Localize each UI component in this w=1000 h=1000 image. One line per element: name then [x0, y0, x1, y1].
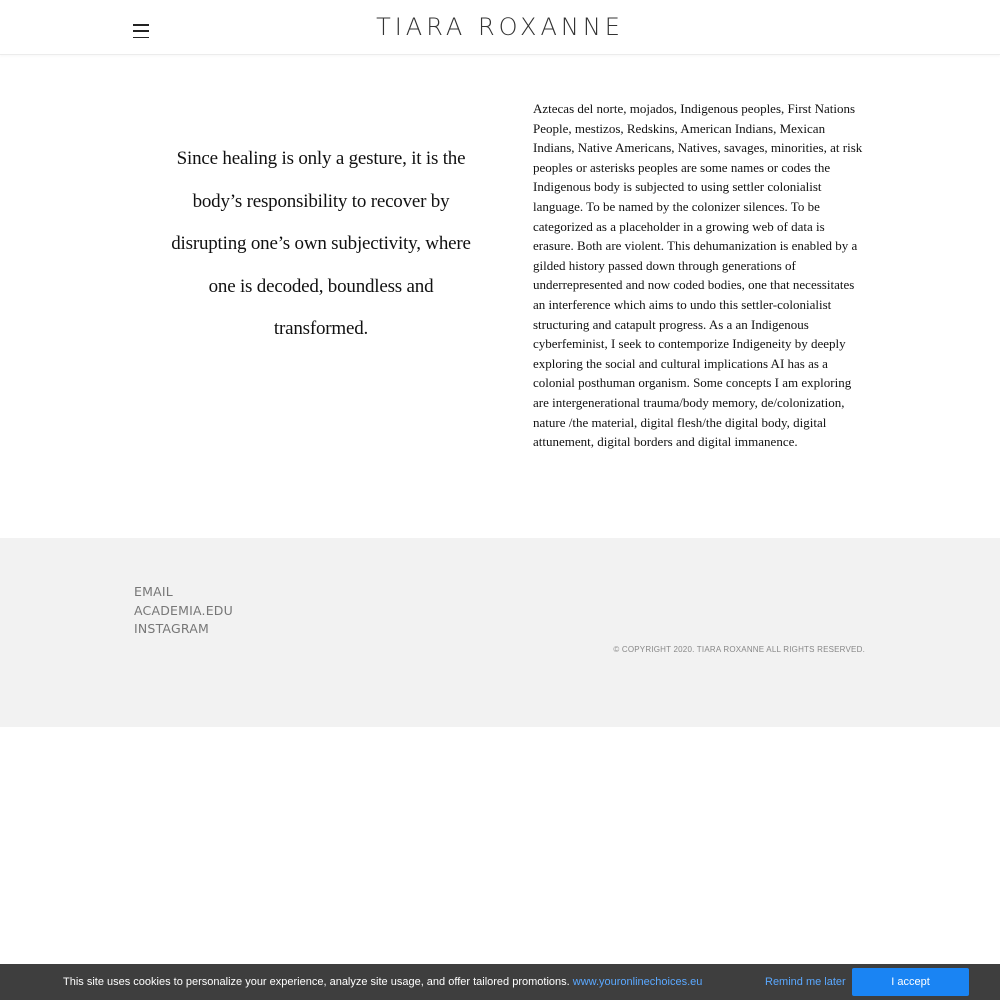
site-title[interactable]: TIARA ROXANNE — [376, 13, 624, 41]
copyright-text: © COPYRIGHT 2020. TIARA ROXANNE ALL RIGHTS RESERVED. — [613, 645, 865, 654]
quote-text: Since healing is only a gesture, it is the body’s responsibility to recover by disrupting one’s own subjectivity, where one is decoded, boundless and transformed. — [171, 148, 471, 339]
cookie-banner — [0, 964, 1000, 1000]
artist-statement: Aztecas del norte, mojados, Indigenous peoples, First Nations People, mestizos, Redskins, American Indians, Mexican Indians, Native Americans, Natives, savages, minorities, at risk peoples or asterisks peoples are some names or codes the Indigenous body is subjected to using settler colonialist language. To be named by the colonizer silences. To be categorized as a placeholder in a growing web of data is erasure. Both are violent. This dehumanization is enabled by a gilded history passed down through generations of underrepresented and now coded bodies, one that necessitates an interference which aims to undo this settler-colonialist structuring and catapult progress. As a an Indigenous cyberfeminist, I seek to contemporize Indigeneity by deeply exploring the social and cultural implications AI has as a colonial posthuman organism. Some concepts I am exploring are intergenerational trauma/body memory, de/colonization, nature /the material, digital flesh/the digital body, digital attunement, digital borders and digital immanence. — [533, 101, 863, 450]
cookie-message — [63, 976, 702, 988]
footer-links — [134, 583, 233, 639]
email-link[interactable]: EMAIL — [134, 584, 173, 599]
instagram-link[interactable]: INSTAGRAM — [134, 621, 209, 636]
footer-link-item — [134, 583, 233, 602]
site-header — [0, 0, 1000, 55]
site-footer — [0, 538, 1000, 727]
academia-edu-link[interactable]: ACADEMIA.EDU — [134, 602, 233, 618]
youronlinechoices-link[interactable]: www.youronlinechoices.eu — [572, 976, 703, 988]
footer-link-item — [134, 620, 233, 639]
footer-link-item — [134, 602, 233, 621]
accept-cookies-button[interactable]: I accept — [852, 968, 969, 996]
cookie-message-text: This site uses cookies to personalize your experience, analyze site usage, and offer tailored promotions. — [63, 976, 573, 988]
remind-me-later-button[interactable]: Remind me later — [765, 976, 846, 988]
